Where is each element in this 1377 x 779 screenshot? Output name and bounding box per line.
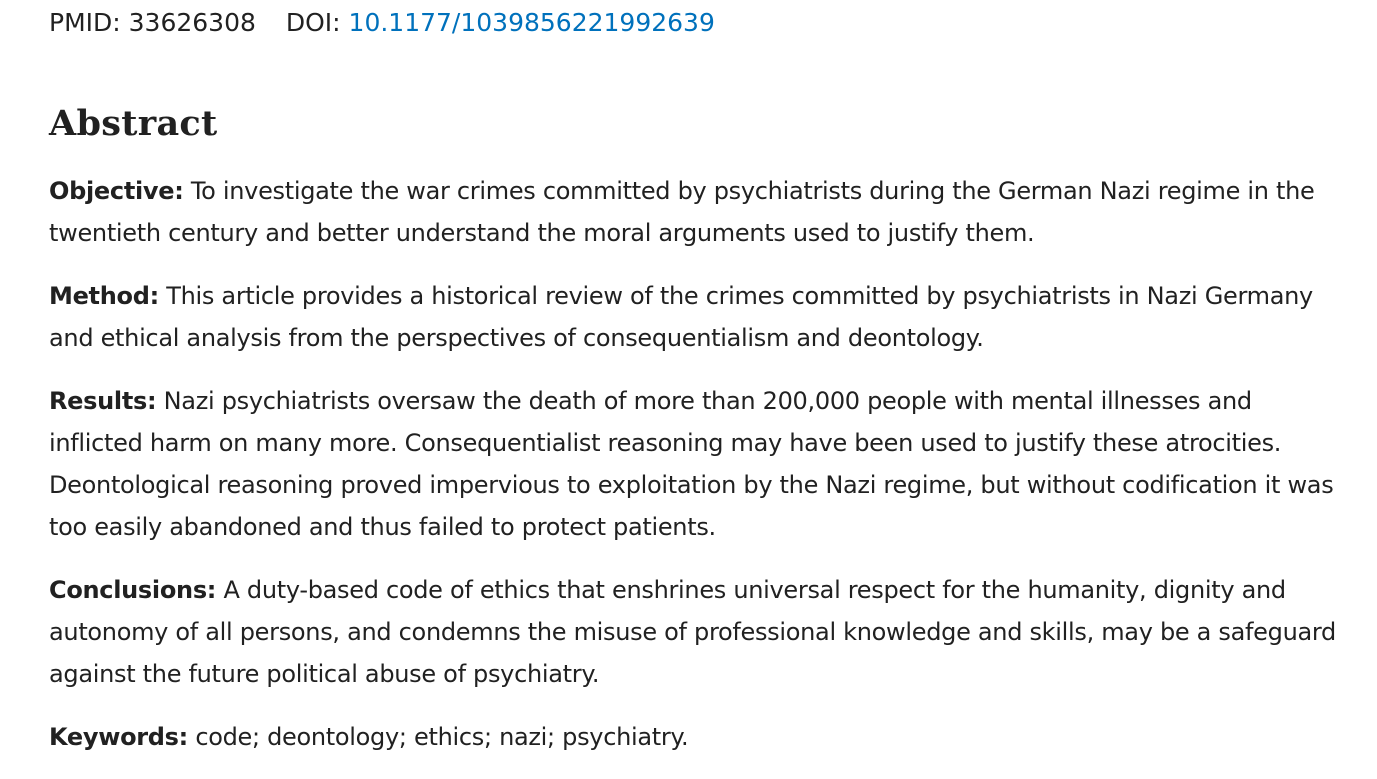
abstract-conclusions (49, 569, 1339, 695)
article-identifiers (49, 5, 715, 41)
abstract-results (49, 380, 1339, 548)
keywords-label: Keywords: (49, 723, 188, 751)
method-text: This article provides a historical review of the crimes committed by psychiatrists in Nazi Germany and ethical analysis from the perspectives of consequentialism and deontology. (49, 282, 1313, 352)
objective-label: Objective: (49, 177, 184, 205)
doi-link[interactable]: 10.1177/1039856221992639 (348, 8, 715, 37)
abstract-heading: Abstract (49, 103, 218, 144)
objective-text: To investigate the war crimes committed by psychiatrists during the German Nazi regime in the twentieth century and better understand the moral arguments used to justify them. (49, 177, 1315, 247)
abstract-keywords (49, 716, 1339, 758)
abstract-body (49, 170, 1339, 779)
keywords-text: code; deontology; ethics; nazi; psychiatry. (195, 723, 689, 751)
conclusions-label: Conclusions: (49, 576, 217, 604)
results-label: Results: (49, 387, 157, 415)
pmid-value: 33626308 (128, 8, 256, 37)
method-label: Method: (49, 282, 159, 310)
results-text: Nazi psychiatrists oversaw the death of more than 200,000 people with mental illnesses and inflicted harm on many more. Consequentialist reasoning may have been used to justify these atrocities. Deontological reasoning proved impervious to exploitation by the Nazi regime, but without codification it was too easily abandoned and thus failed to protect patients. (49, 387, 1334, 541)
abstract-objective (49, 170, 1339, 254)
abstract-method (49, 275, 1339, 359)
pmid-label: PMID: (49, 8, 121, 37)
doi-label: DOI: (285, 8, 341, 37)
conclusions-text: A duty-based code of ethics that enshrines universal respect for the humanity, dignity and autonomy of all persons, and condemns the misuse of professional knowledge and skills, may be a safeguard against the future political abuse of psychiatry. (49, 576, 1336, 688)
